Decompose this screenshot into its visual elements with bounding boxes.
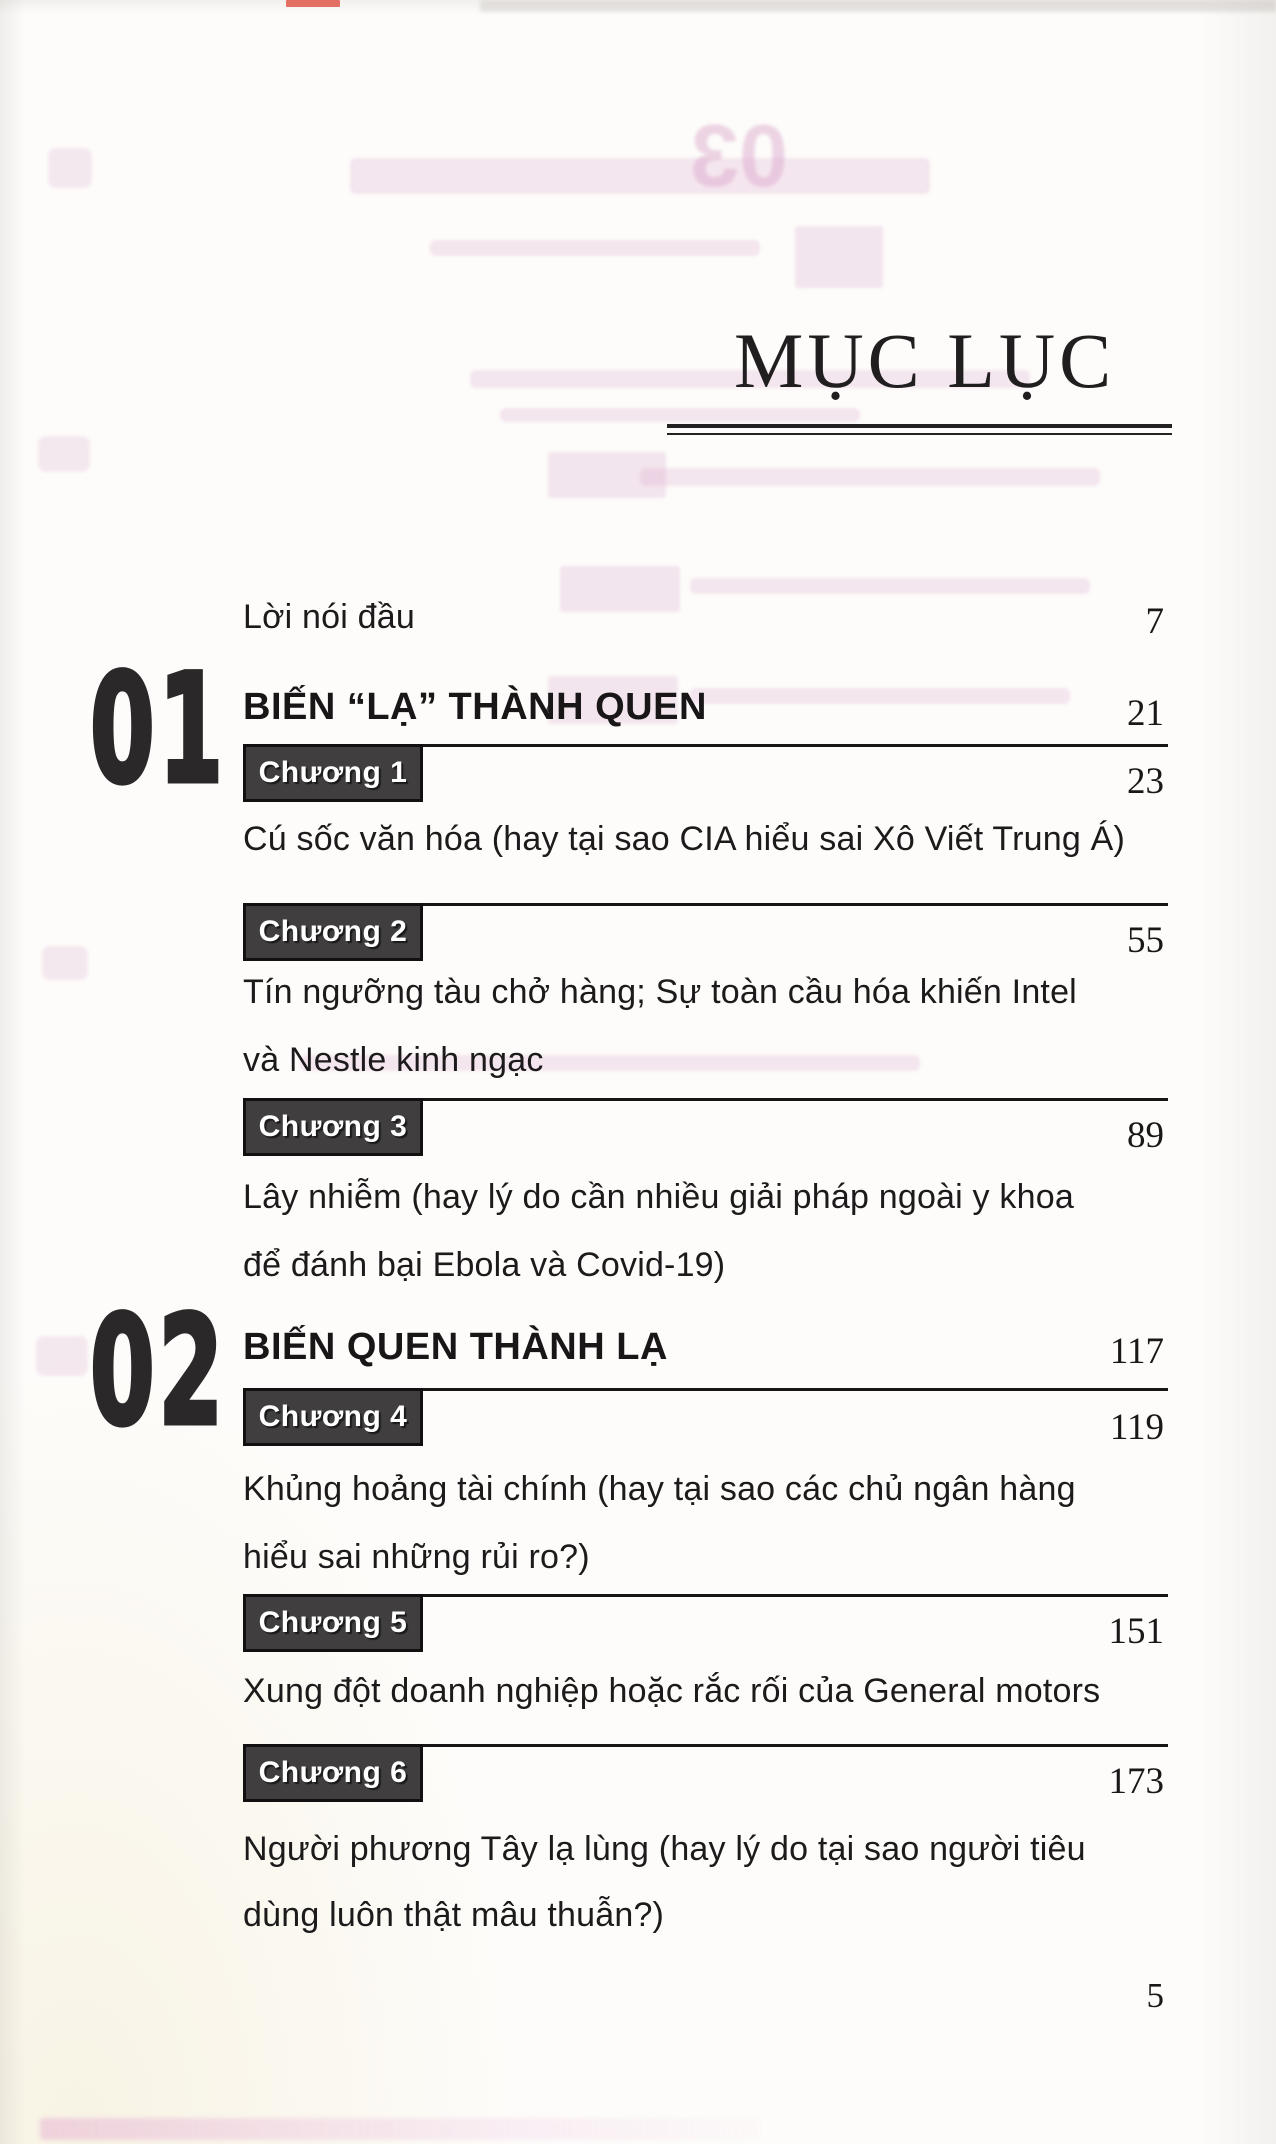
chapter-page-number-4: 119 bbox=[1109, 1407, 1164, 1448]
folio-page-number: 5 bbox=[1146, 1976, 1164, 2015]
chapter-page-number-5: 151 bbox=[1108, 1611, 1164, 1652]
bleedthrough-text-bar bbox=[690, 578, 1090, 594]
chapter-badge-6: Chương 6 bbox=[243, 1744, 423, 1802]
part-page-number-1: 21 bbox=[1127, 693, 1164, 734]
part-page-number-2: 117 bbox=[1109, 1331, 1164, 1372]
bleedthrough-bottom-band bbox=[40, 2118, 760, 2140]
chapter-description-line: Người phương Tây lạ lùng (hay lý do tại sao người tiêu bbox=[243, 1830, 1086, 1868]
bleedthrough-box bbox=[560, 566, 680, 612]
chapter-badge-3: Chương 3 bbox=[243, 1098, 423, 1156]
chapter-description-line: Tín ngưỡng tàu chở hàng; Sự toàn cầu hóa khiến Intel bbox=[243, 973, 1077, 1011]
bleedthrough-margin-number bbox=[38, 436, 90, 472]
chapter-page-number-6: 173 bbox=[1108, 1761, 1164, 1802]
bleedthrough-margin-number bbox=[36, 1336, 88, 1376]
red-edge-tick-top bbox=[286, 0, 340, 7]
bleedthrough-margin-number bbox=[42, 946, 88, 980]
chapter-description-line: Xung đột doanh nghiệp hoặc rắc rối của General motors bbox=[243, 1672, 1101, 1710]
bleedthrough-box bbox=[548, 452, 666, 498]
bleedthrough-ghost-number: 03 bbox=[690, 106, 788, 205]
chapter-description-line: để đánh bại Ebola và Covid-19) bbox=[243, 1246, 726, 1284]
chapter-description-line: và Nestle kinh ngạc bbox=[243, 1041, 544, 1079]
bleedthrough-heading-bar bbox=[350, 158, 930, 194]
chapter-description-line: Lây nhiễm (hay lý do cần nhiều giải pháp ngoài y khoa bbox=[243, 1178, 1074, 1216]
chapter-page-number-2: 55 bbox=[1127, 920, 1164, 961]
part-number-1: 01 bbox=[90, 643, 227, 817]
chapter-description-line: Khủng hoảng tài chính (hay tại sao các chủ ngân hàng bbox=[243, 1470, 1076, 1508]
chapter-badge-4: Chương 4 bbox=[243, 1388, 423, 1446]
chapter-description-line: dùng luôn thật mâu thuẫn?) bbox=[243, 1896, 665, 1934]
bleedthrough-box bbox=[795, 226, 883, 288]
part-title-1: BIẾN “LẠ” THÀNH QUEN bbox=[243, 686, 707, 728]
preface-page-number: 7 bbox=[1145, 601, 1164, 642]
bleedthrough-text-bar bbox=[690, 688, 1070, 704]
bleedthrough-text-bar bbox=[430, 240, 760, 256]
part-number-2: 02 bbox=[90, 1285, 227, 1459]
chapter-page-number-1: 23 bbox=[1127, 761, 1164, 802]
part-title-2: BIẾN QUEN THÀNH LẠ bbox=[243, 1326, 668, 1368]
chapter-description-line: Cú sốc văn hóa (hay tại sao CIA hiểu sai Xô Viết Trung Á) bbox=[243, 820, 1126, 858]
scan-top-shadow bbox=[480, 0, 1276, 12]
chapter-description-line: hiểu sai những rủi ro?) bbox=[243, 1538, 590, 1576]
chapter-badge-5: Chương 5 bbox=[243, 1594, 423, 1652]
preface-label: Lời nói đầu bbox=[243, 598, 415, 636]
title-underline bbox=[667, 424, 1172, 435]
chapter-page-number-3: 89 bbox=[1127, 1115, 1164, 1156]
page-title: MỤC LỤC bbox=[734, 317, 1116, 404]
bleedthrough-text-bar bbox=[640, 468, 1100, 486]
chapter-badge-2: Chương 2 bbox=[243, 903, 423, 961]
chapter-badge-1: Chương 1 bbox=[243, 744, 423, 802]
bleedthrough-margin-number bbox=[48, 148, 92, 188]
bleedthrough-text-bar bbox=[500, 408, 860, 422]
